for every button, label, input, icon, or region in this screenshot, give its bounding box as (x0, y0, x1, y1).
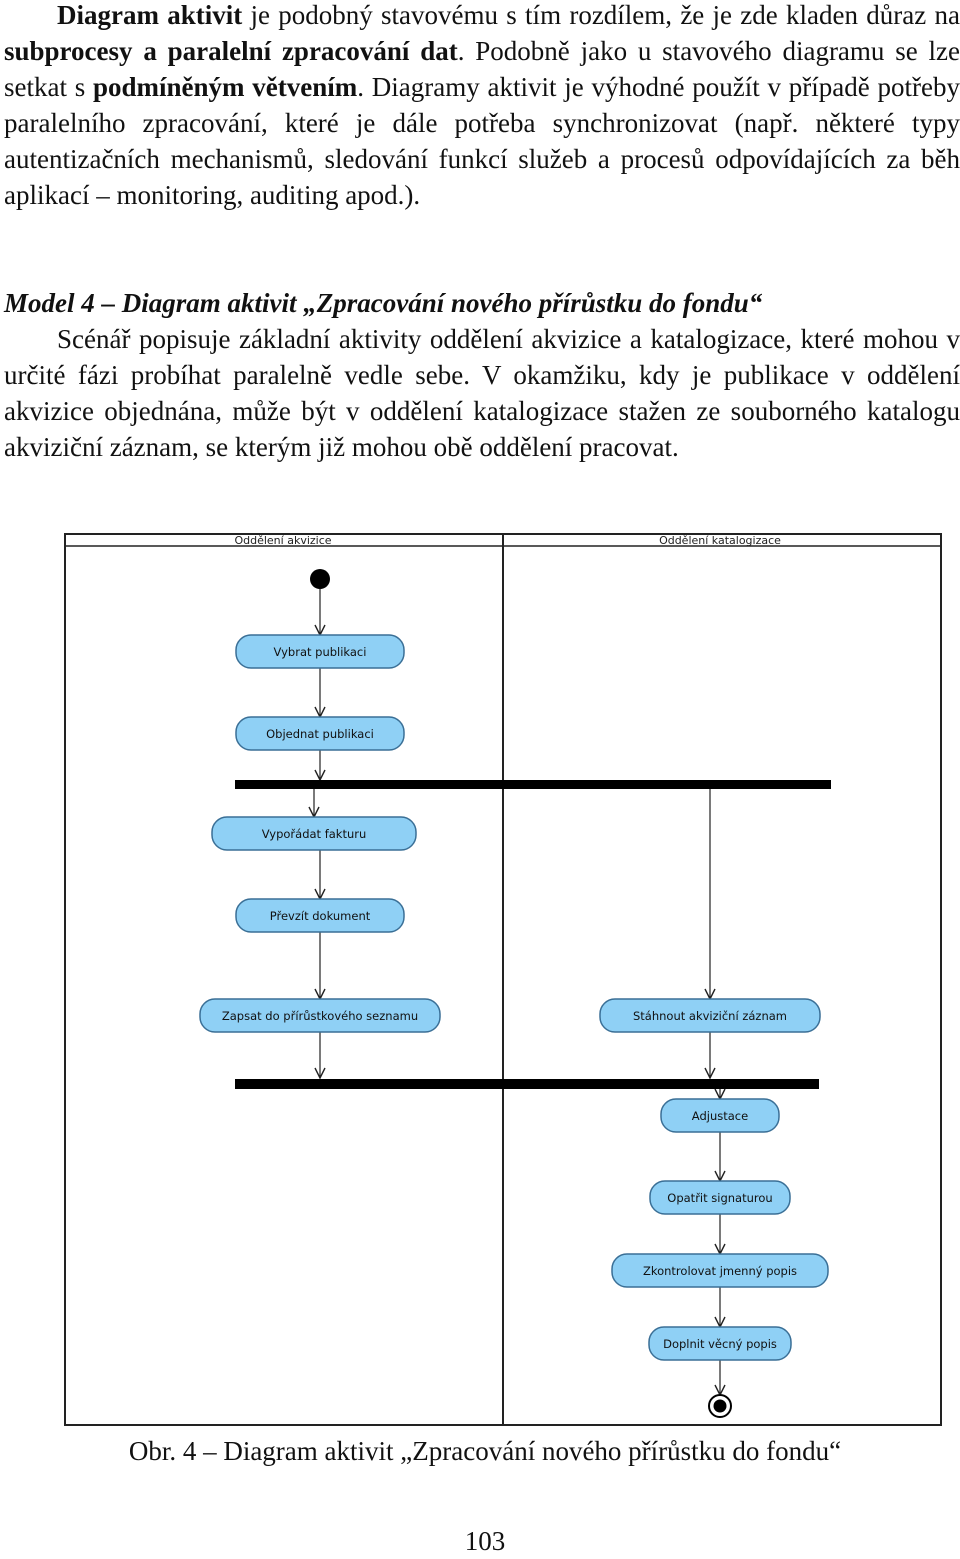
initial-node (310, 569, 330, 589)
scenario-paragraph: Scénář popisuje základní aktivity oddělení akvizice a katalogizace, které mohou v určité fázi probíhat paralelně vedle sebe. V okamžiku, kdy je publikace v oddělení akvizice objednána, může být v oddělení katalogizace stažen ze souborného katalogu akviziční záznam, se kterým již mohou obě oddělení pracovat. (4, 324, 960, 462)
activity-prevzit-dokument (236, 899, 404, 932)
svg-text:Opatřit signaturou: Opatřit signaturou (667, 1191, 773, 1205)
svg-text:Adjustace: Adjustace (691, 1109, 749, 1123)
activity-vybrat-publikaci (236, 635, 404, 668)
lane-label-akvizice: Oddělení akvizice (234, 534, 332, 547)
term-subprocesy: subprocesy a paralelní zpracování dat (4, 36, 458, 66)
fork-bar (235, 780, 831, 789)
svg-text:Doplnit věcný popis: Doplnit věcný popis (663, 1337, 777, 1351)
activity-zapsat-do-prirustkoveho-seznamu (200, 999, 440, 1032)
figure-caption: Obr. 4 – Diagram aktivit „Zpracování nového přírůstku do fondu“ (128, 1436, 842, 1466)
page-number: 103 (464, 1526, 506, 1556)
lane-label-katalogizace: Oddělení katalogizace (659, 534, 781, 547)
svg-text:Vybrat publikaci: Vybrat publikaci (273, 645, 367, 659)
term-diagram-aktivit: Diagram aktivit (57, 0, 243, 30)
activity-doplnit-vecny-popis (649, 1327, 791, 1360)
model-heading: Model 4 – Diagram aktivit „Zpracování nového přírůstku do fondu“ (4, 288, 763, 318)
activity-stahnout-akvizicni-zaznam (600, 999, 820, 1032)
svg-text:Vypořádat fakturu: Vypořádat fakturu (261, 827, 367, 841)
activity-opatrit-signaturou (650, 1181, 790, 1214)
svg-text:Zapsat do přírůstkového seznam: Zapsat do přírůstkového seznamu (221, 1009, 419, 1023)
activity-adjustace (661, 1099, 779, 1132)
svg-text:Objednat publikaci: Objednat publikaci (266, 727, 374, 741)
activity-vyporadat-fakturu (212, 817, 416, 850)
activity-zkontrolovat-jmenny-popis (612, 1254, 828, 1287)
activity-objednat-publikaci (236, 717, 404, 750)
term-podmineny-vetveni: podmíněným větvením (93, 72, 358, 102)
svg-text:Převzít dokument: Převzít dokument (269, 909, 371, 923)
join-bar (235, 1079, 819, 1089)
final-node (709, 1395, 731, 1417)
svg-text:Stáhnout akviziční záznam: Stáhnout akviziční záznam (633, 1009, 787, 1023)
svg-text:Zkontrolovat jmenný popis: Zkontrolovat jmenný popis (642, 1264, 798, 1278)
activity-diagram (64, 530, 942, 1428)
intro-paragraph: Diagram aktivit je podobný stavovému s tím rozdílem, že je zde kladen důraz na subprocesy a paralelní zpracování dat. Podobně jako u stavového diagramu se lze setkat s podmíněným větvením. Diagramy aktivit je výhodné použít v případě potřeby paralelního zpracování, které je dále potřeba synchronizovat (např. některé typy autentizačních mechanismů, sledování funkcí služeb a procesů odpovídajících za běh aplikací – monitoring, auditing apod.). (4, 0, 960, 210)
